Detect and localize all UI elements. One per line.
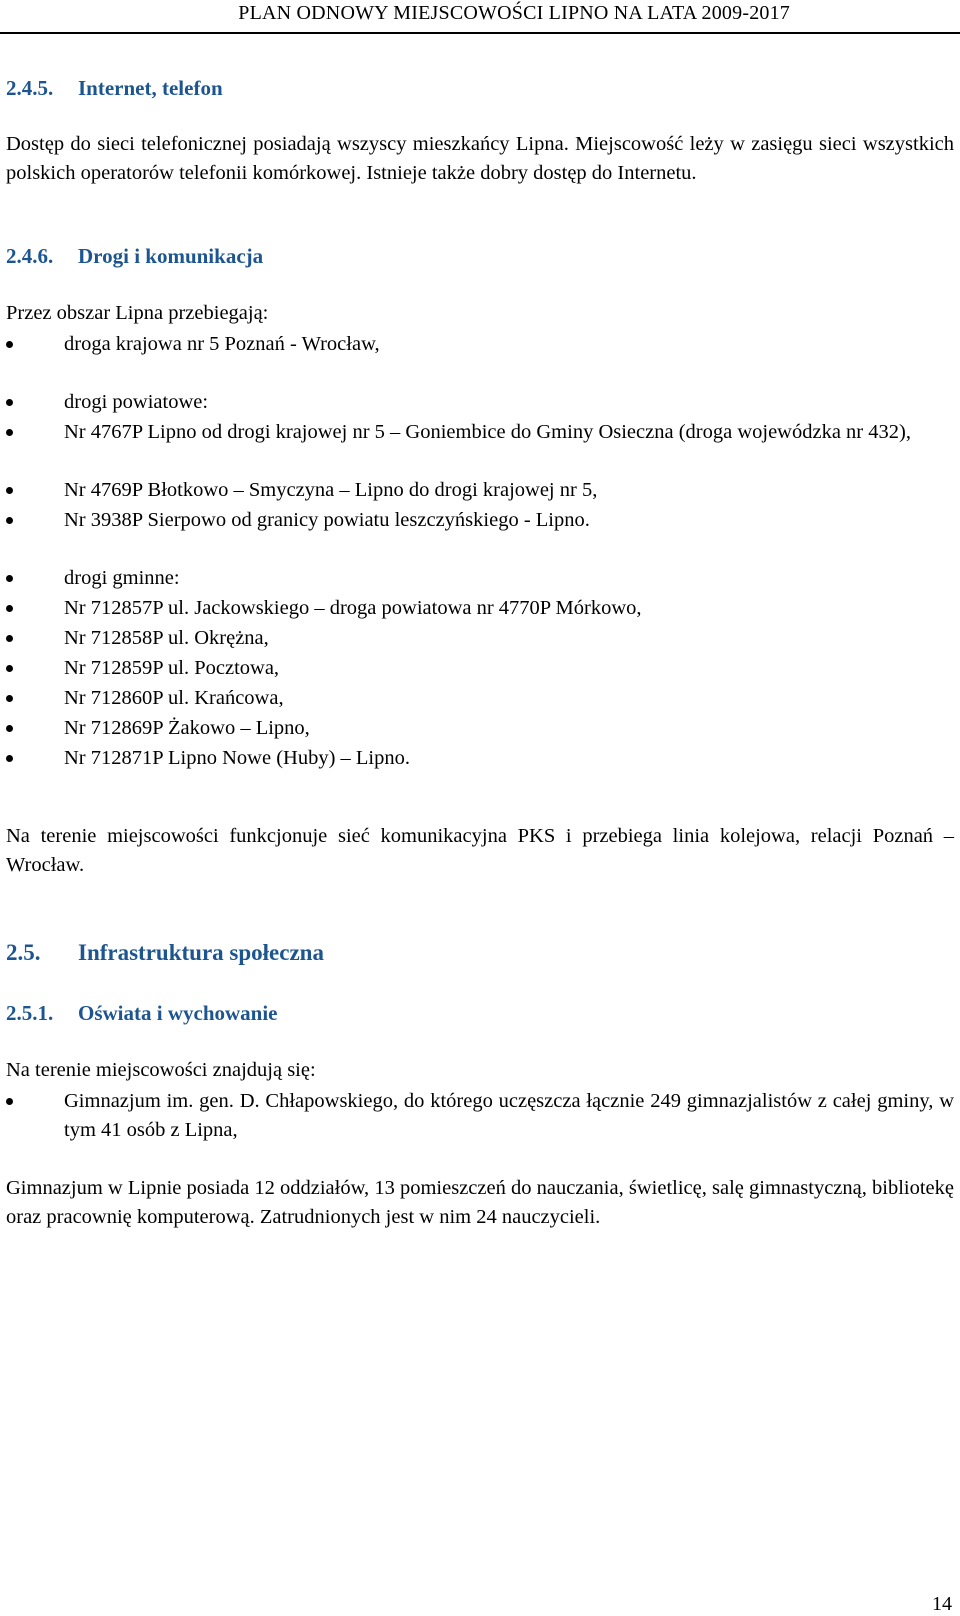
- education-intro: Na terenie miejscowości znajdują się:: [6, 1059, 316, 1081]
- heading-title: Drogi i komunikacja: [78, 244, 264, 268]
- bullet: [6, 429, 13, 436]
- bullet: [6, 695, 13, 702]
- heading-title: Internet, telefon: [78, 76, 223, 100]
- roads-intro: Przez obszar Lipna przebiegają:: [6, 302, 269, 324]
- heading-2-4-6: [6, 244, 263, 269]
- bullet: [6, 665, 13, 672]
- bullet: [6, 1098, 13, 1105]
- heading-2-4-5: [6, 76, 223, 101]
- bullet: [6, 575, 13, 582]
- heading-number: 2.4.5.: [6, 76, 54, 100]
- heading-title: Oświata i wychowanie: [78, 1001, 278, 1025]
- heading-2-5: [6, 940, 324, 966]
- header-rule: [0, 32, 960, 34]
- heading-number: 2.4.6.: [6, 244, 54, 268]
- heading-number: 2.5.1.: [6, 1001, 54, 1025]
- heading-number: 2.5.: [6, 940, 41, 965]
- heading-title: Infrastruktura społeczna: [78, 940, 324, 965]
- paragraph-gimnazjum: Gimnazjum w Lipnie posiada 12 oddziałów, 13 pomieszczeń do nauczania, świetlicę, salę gimnastyczną, bibliotekę oraz pracownię komputerową. Zatrudnionych jest w nim 24 nauczycieli.: [6, 1177, 954, 1228]
- heading-2-5-1: [6, 1001, 278, 1026]
- bullet: [6, 487, 13, 494]
- page-header: [0, 0, 960, 40]
- bullet: [6, 341, 13, 348]
- bullet: [6, 517, 13, 524]
- document-page: PLAN ODNOWY MIEJSCOWOŚCI LIPNO NA LATA 2009-2017 2.4.5. Internet, telefon Dostęp do sieci telefonicznej posiadają wszyscy mieszkańcy Lipna. Miejscowość leży w zasięgu sieci wszystkich polskich operatorów telefonii komórkowej. Istnieje także dobry dostęp do Internetu. 2.4.6. Drogi i komunikacja Przez obszar Lipna przebiegają: droga krajowa nr 5 Poznań - Wrocław, drogi powiatowe: Nr 4767P Lipno od drogi krajowej nr 5 – Goniembice do Gminy Osieczna (droga wojewódzka nr 432), Nr 4769P Błotkowo – Smyczyna – Lipno do drogi krajowej nr 5, Nr 3938P Sierpowo od granicy powiatu leszczyńskiego - Lipno. drogi gminne: Nr 712857P ul. Jackowskiego – droga powiatowa nr 4770P Mórkowo, Nr 712858P ul. Okrężna, Nr 712859P ul. Pocztowa, Nr 712860P ul. Krańcowa, Nr 712869P Żakowo – Lipno, Nr 712871P Lipno Nowe (Huby) – Lipno. Na terenie miejscowości funkcjonuje sieć komunikacyjna PKS i przebiega linia kolejowa, relacji Poznań – Wrocław. 2.5. Infrastruktura społeczna 2.5.1. Oświata i wychowanie Na terenie miejscowości znajdują się: Gimnazjum im. gen. D. Chłapowskiego, do którego uczęszcza łącznie 249 gimnazjalistów z całej gminy, w tym 41 osób z Lipna, Gimnazjum w Lipnie posiada 12 oddziałów, 13 pomieszczeń do nauczania, świetlicę, salę gimnastyczną, bibliotekę oraz pracownię komputerową. Zatrudnionych jest w nim 24 nauczycieli. 14: [0, 0, 960, 1616]
- bullet: [6, 635, 13, 642]
- paragraph-transport: Na terenie miejscowości funkcjonuje sieć komunikacyjna PKS i przebiega linia kolejowa, relacji Poznań – Wrocław.: [6, 825, 954, 876]
- bullet: [6, 725, 13, 732]
- bullet: [6, 399, 13, 406]
- bullet: [6, 755, 13, 762]
- paragraph-internet: Dostęp do sieci telefonicznej posiadają wszyscy mieszkańcy Lipna. Miejscowość leży w zasięgu sieci wszystkich polskich operatorów telefonii komórkowej. Istnieje także dobry dostęp do Internetu.: [6, 133, 954, 184]
- page-number: 14: [932, 1593, 952, 1615]
- bullet: [6, 605, 13, 612]
- header-title: PLAN ODNOWY MIEJSCOWOŚCI LIPNO NA LATA 2009-2017: [238, 2, 790, 24]
